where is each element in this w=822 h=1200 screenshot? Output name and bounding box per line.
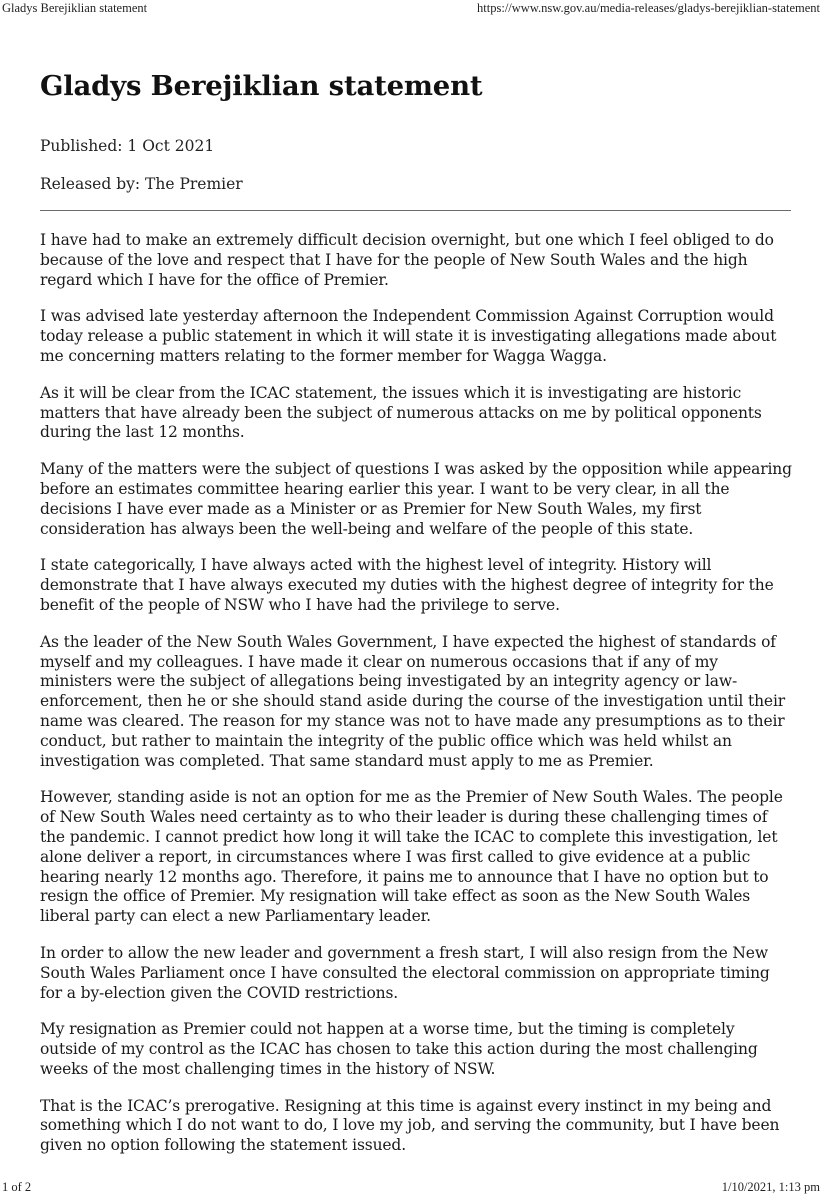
print-datetime: 1/10/2021, 1:13 pm [721,1180,820,1194]
print-header-title: Gladys Berejiklian statement [2,1,148,15]
print-footer [0,1180,822,1195]
article-body [40,231,792,1156]
print-header-url[interactable]: https://www.nsw.gov.au/media-releases/gladys-berejiklian-statement [477,1,820,15]
paragraph: Many of the matters were the subject of questions I was asked by the opposition while appearing before an estimates committee hearing earlier this year. I want to be very clear, in all the decisions I have ever made as a Minister or as Premier for New South Wales, my first consideration has always been the well-being and welfare of the people of this state. [40,460,792,538]
paragraph: As it will be clear from the ICAC statement, the issues which it is investigating are historic matters that have already been the subject of numerous attacks on me by political opponents during the last 12 months. [40,383,762,442]
paragraph: In order to allow the new leader and government a fresh start, I will also resign from the New South Wales Parliament once I have consulted the electoral commission on appropriate timing for a by-election given the COVID restrictions. [40,943,770,1002]
article [40,66,792,1173]
paragraph: I have had to make an extremely difficult decision overnight, but one which I feel obliged to do because of the love and respect that I have for the people of New South Wales and the high regard which I have for the office of Premier. [40,231,774,289]
divider [40,210,791,211]
paragraph: As the leader of the New South Wales Government, I have expected the highest of standards of myself and my colleagues. I have made it clear on numerous occasions that if any of my ministers were the subject of allegations being investigated by an integrity agency or law-enforcement, then he or she should stand aside during the course of the investigation until their name was cleared. The reason for my stance was not to have made any presumptions as to their conduct, but rather to maintain the integrity of the public office which was held whilst an investigation was completed. That same standard must apply to me as Premier. [40,632,786,770]
released-by: Released by: The Premier [40,175,243,193]
paragraph: I state categorically, I have always acted with the highest level of integrity. History will demonstrate that I have always executed my duties with the highest degree of integrity for the benefit of the people of NSW who I have had the privilege to serve. [40,556,774,614]
paragraph: That is the ICAC’s prerogative. Resigning at this time is against every instinct in my being and something which I do not want to do, I love my job, and serving the community, but I have been given no option following the statement issued. [40,1096,780,1155]
paragraph: I was advised late yesterday afternoon the Independent Commission Against Corruption would today release a public statement in which it will state it is investigating allegations made about me concerning matters relating to the former member for Wagga Wagga. [40,307,777,365]
paragraph: My resignation as Premier could not happen at a worse time, but the timing is completely outside of my control as the ICAC has chosen to take this action during the most challenging weeks of the most challenging times in the history of NSW. [40,1020,758,1078]
paragraph: However, standing aside is not an option for me as the Premier of New South Wales. The people of New South Wales need certainty as to who their leader is during these challenging times of the pandemic. I cannot predict how long it will take the ICAC to complete this investigation, let alone deliver a report, in circumstances where I was first called to give evidence at a public hearing nearly 12 months ago. Therefore, it pains me to announce that I have no option but to resign the office of Premier. My resignation will take effect as soon as the New South Wales liberal party can elect a new Parliamentary leader. [40,788,783,926]
page-title: Gladys Berejiklian statement [40,70,483,102]
print-header [0,1,822,16]
published-date: Published: 1 Oct 2021 [40,137,215,155]
page-number: 1 of 2 [2,1180,32,1194]
